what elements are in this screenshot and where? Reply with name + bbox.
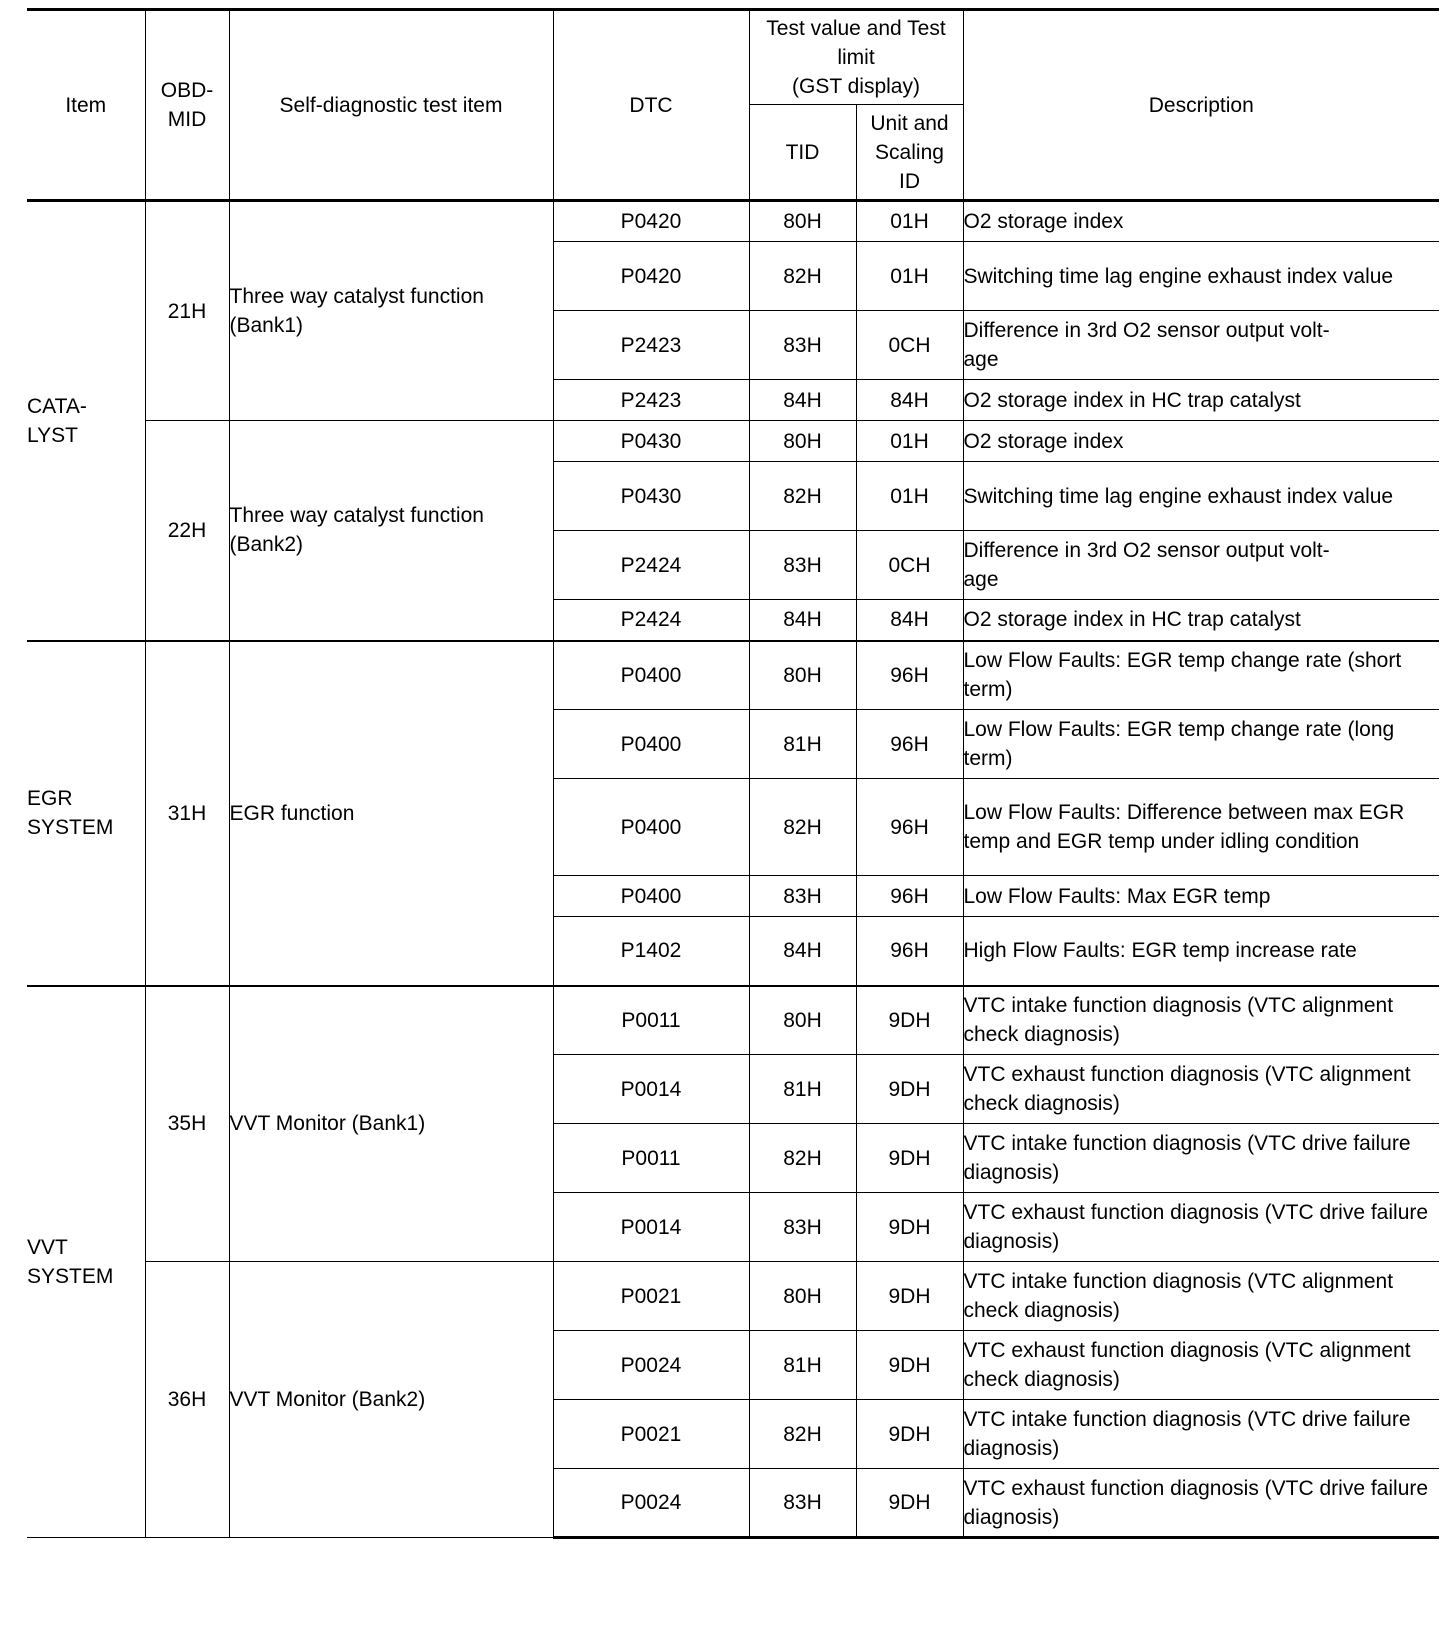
unit-scaling-cell: 9DH <box>856 1262 963 1331</box>
tid-cell: 82H <box>749 1124 856 1193</box>
description-cell: Low Flow Faults: EGR temp change rate (long term) <box>963 710 1439 779</box>
unit-scaling-cell: 0CH <box>856 531 963 600</box>
tid-cell: 81H <box>749 1055 856 1124</box>
header-item: Item <box>27 10 145 201</box>
description-cell: VTC intake function diagnosis (VTC drive failure diagnosis) <box>963 1400 1439 1469</box>
header-obd-mid: OBD- MID <box>145 10 229 201</box>
header-description: Description <box>963 10 1439 201</box>
tid-cell: 84H <box>749 380 856 421</box>
test-item-cell: EGR function <box>229 641 553 986</box>
description-cell: VTC intake function diagnosis (VTC drive failure diagnosis) <box>963 1124 1439 1193</box>
tid-cell: 83H <box>749 311 856 380</box>
tid-cell: 80H <box>749 421 856 462</box>
dtc-cell: P1402 <box>553 917 749 986</box>
tid-cell: 84H <box>749 917 856 986</box>
tid-cell: 82H <box>749 462 856 531</box>
dtc-cell: P0400 <box>553 641 749 710</box>
description-cell: O2 storage index <box>963 201 1439 242</box>
test-item-cell: Three way catalyst function (Bank1) <box>229 201 553 421</box>
unit-scaling-cell: 9DH <box>856 1331 963 1400</box>
table-row <box>27 641 1439 710</box>
unit-scaling-cell: 9DH <box>856 986 963 1055</box>
dtc-cell: P0400 <box>553 710 749 779</box>
description-cell: Low Flow Faults: EGR temp change rate (short term) <box>963 641 1439 710</box>
dtc-cell: P0011 <box>553 986 749 1055</box>
description-cell: VTC exhaust function diagnosis (VTC drive failure diagnosis) <box>963 1193 1439 1262</box>
test-item-cell: VVT Monitor (Bank2) <box>229 1262 553 1538</box>
description-cell: Switching time lag engine exhaust index value <box>963 242 1439 311</box>
description-cell: O2 storage index in HC trap catalyst <box>963 380 1439 421</box>
description-cell: O2 storage index <box>963 421 1439 462</box>
unit-scaling-cell: 84H <box>856 600 963 641</box>
unit-scaling-cell: 96H <box>856 876 963 917</box>
description-cell: Difference in 3rd O2 sensor output volt- age <box>963 531 1439 600</box>
table-row <box>27 986 1439 1055</box>
tid-cell: 81H <box>749 1331 856 1400</box>
description-cell: VTC intake function diagnosis (VTC alignment check diagnosis) <box>963 1262 1439 1331</box>
tid-cell: 82H <box>749 1400 856 1469</box>
unit-scaling-cell: 01H <box>856 462 963 531</box>
tid-cell: 83H <box>749 876 856 917</box>
description-cell: VTC exhaust function diagnosis (VTC alignment check diagnosis) <box>963 1055 1439 1124</box>
dtc-cell: P2423 <box>553 311 749 380</box>
dtc-cell: P0420 <box>553 242 749 311</box>
header-dtc: DTC <box>553 10 749 201</box>
unit-scaling-cell: 96H <box>856 710 963 779</box>
unit-scaling-cell: 0CH <box>856 311 963 380</box>
header-test-value-and-limit: Test value and Test limit (GST display) <box>749 10 963 105</box>
dtc-cell: P0021 <box>553 1400 749 1469</box>
tid-cell: 80H <box>749 986 856 1055</box>
unit-scaling-cell: 9DH <box>856 1124 963 1193</box>
obd-mid-cell: 31H <box>145 641 229 986</box>
unit-scaling-cell: 01H <box>856 421 963 462</box>
header-self-diagnostic-test-item: Self-diagnostic test item <box>229 10 553 201</box>
tid-cell: 82H <box>749 779 856 876</box>
item-cell-catalyst: CATA- LYST <box>27 201 145 641</box>
obd-mid-table <box>27 8 1439 1539</box>
dtc-cell: P2423 <box>553 380 749 421</box>
dtc-cell: P0430 <box>553 421 749 462</box>
description-cell: Low Flow Faults: Difference between max EGR temp and EGR temp under idling condition <box>963 779 1439 876</box>
dtc-cell: P0024 <box>553 1331 749 1400</box>
tid-cell: 83H <box>749 531 856 600</box>
dtc-cell: P0014 <box>553 1055 749 1124</box>
table-row <box>27 1262 1439 1331</box>
tid-cell: 82H <box>749 242 856 311</box>
obd-mid-cell: 36H <box>145 1262 229 1538</box>
unit-scaling-cell: 84H <box>856 380 963 421</box>
table-body <box>27 201 1439 1538</box>
dtc-cell: P0024 <box>553 1469 749 1538</box>
item-cell-egr-system: EGR SYSTEM <box>27 641 145 986</box>
table-row <box>27 201 1439 242</box>
unit-scaling-cell: 96H <box>856 779 963 876</box>
description-cell: O2 storage index in HC trap catalyst <box>963 600 1439 641</box>
test-item-cell: VVT Monitor (Bank1) <box>229 986 553 1262</box>
description-cell: Switching time lag engine exhaust index value <box>963 462 1439 531</box>
obd-mid-cell: 21H <box>145 201 229 421</box>
unit-scaling-cell: 01H <box>856 242 963 311</box>
unit-scaling-cell: 96H <box>856 917 963 986</box>
dtc-cell: P0430 <box>553 462 749 531</box>
item-cell-vvt-system: VVT SYSTEM <box>27 986 145 1538</box>
table-row <box>27 421 1439 462</box>
header-tid: TID <box>749 105 856 201</box>
description-cell: VTC intake function diagnosis (VTC alignment check diagnosis) <box>963 986 1439 1055</box>
header-unit-scaling-id: Unit and Scaling ID <box>856 105 963 201</box>
dtc-cell: P2424 <box>553 600 749 641</box>
table-header <box>27 10 1439 201</box>
tid-cell: 80H <box>749 201 856 242</box>
tid-cell: 83H <box>749 1193 856 1262</box>
dtc-cell: P0014 <box>553 1193 749 1262</box>
tid-cell: 84H <box>749 600 856 641</box>
dtc-cell: P0011 <box>553 1124 749 1193</box>
tid-cell: 81H <box>749 710 856 779</box>
unit-scaling-cell: 9DH <box>856 1193 963 1262</box>
tid-cell: 80H <box>749 641 856 710</box>
obd-mid-cell: 22H <box>145 421 229 641</box>
dtc-cell: P0400 <box>553 876 749 917</box>
unit-scaling-cell: 9DH <box>856 1055 963 1124</box>
description-cell: VTC exhaust function diagnosis (VTC drive failure diagnosis) <box>963 1469 1439 1538</box>
description-cell: Low Flow Faults: Max EGR temp <box>963 876 1439 917</box>
tid-cell: 83H <box>749 1469 856 1538</box>
unit-scaling-cell: 9DH <box>856 1469 963 1538</box>
unit-scaling-cell: 01H <box>856 201 963 242</box>
dtc-cell: P0021 <box>553 1262 749 1331</box>
unit-scaling-cell: 9DH <box>856 1400 963 1469</box>
obd-mid-table-container <box>27 8 1439 1539</box>
description-cell: Difference in 3rd O2 sensor output volt- age <box>963 311 1439 380</box>
dtc-cell: P0420 <box>553 201 749 242</box>
unit-scaling-cell: 96H <box>856 641 963 710</box>
obd-mid-cell: 35H <box>145 986 229 1262</box>
test-item-cell: Three way catalyst function (Bank2) <box>229 421 553 641</box>
dtc-cell: P0400 <box>553 779 749 876</box>
description-cell: VTC exhaust function diagnosis (VTC alignment check diagnosis) <box>963 1331 1439 1400</box>
description-cell: High Flow Faults: EGR temp increase rate <box>963 917 1439 986</box>
dtc-cell: P2424 <box>553 531 749 600</box>
tid-cell: 80H <box>749 1262 856 1331</box>
